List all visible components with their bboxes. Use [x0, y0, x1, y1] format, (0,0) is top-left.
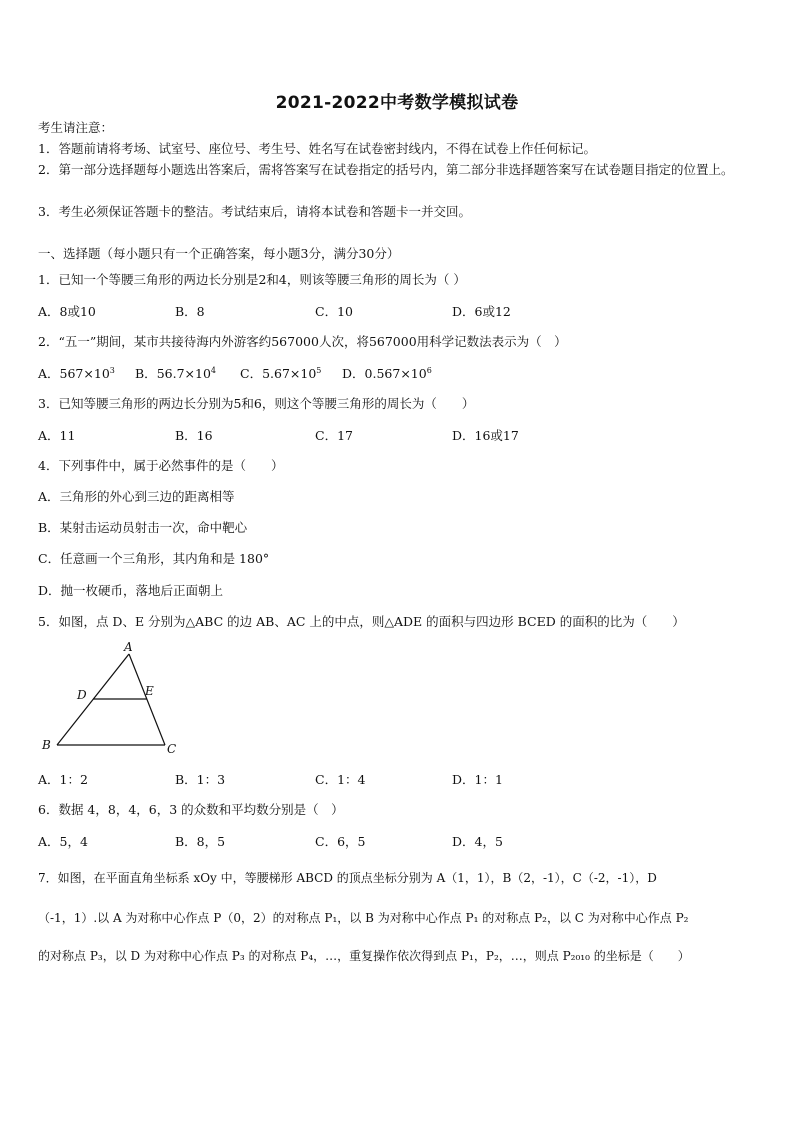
- question-3-option-b[interactable]: B．16: [175, 428, 213, 443]
- question-1-option-c[interactable]: C．10: [315, 304, 353, 319]
- question-1-option-b[interactable]: B．8: [175, 304, 205, 319]
- option-base: 0.567×10: [364, 366, 427, 381]
- question-3-options: [38, 426, 760, 444]
- question-5-option-a[interactable]: A．1：2: [38, 772, 88, 787]
- question-5-option-b[interactable]: B．1：3: [175, 772, 226, 787]
- option-exponent: 5: [316, 366, 322, 375]
- question-7-line-2: （-1，1）.以 A 为对称中心作点 P（0，2）的对称点 P₁，以 B 为对称中心作点 P₁ 的对称点 P₂，以 C 为对称中心作点 P₂: [38, 911, 689, 925]
- question-1-stem: 1．已知一个等腰三角形的两边长分别是2和4，则该等腰三角形的周长为（ ）: [38, 272, 466, 287]
- page-title: 2021-2022中考数学模拟试卷: [275, 93, 519, 113]
- question-1-options: [38, 302, 760, 320]
- option-label: C．: [240, 366, 263, 381]
- question-2-options: [38, 364, 760, 382]
- question-6-option-d[interactable]: D．4，5: [452, 834, 503, 849]
- question-3-option-a[interactable]: A．11: [38, 428, 76, 443]
- question-2-option-c[interactable]: [240, 364, 321, 382]
- question-3-stem: 3．已知等腰三角形的两边长分别为5和6，则这个等腰三角形的周长为（ ）: [38, 396, 475, 411]
- question-1-option-a[interactable]: A．8或10: [38, 304, 96, 319]
- question-5-option-d[interactable]: D．1：1: [452, 772, 503, 787]
- question-4-option-a[interactable]: A．三角形的外心到三边的距离相等: [38, 489, 235, 504]
- question-6-option-b[interactable]: B．8，5: [175, 834, 226, 849]
- question-2-option-b[interactable]: [135, 364, 216, 382]
- option-base: 5.67×10: [262, 366, 317, 381]
- question-5-stem: 5．如图，点 D、E 分别为△ABC 的边 AB、AC 上的中点，则△ADE 的面积与四边形 BCED 的面积的比为（ ）: [38, 614, 685, 629]
- question-5-option-c[interactable]: C．1：4: [315, 772, 366, 787]
- question-3-option-d[interactable]: D．16或17: [452, 428, 519, 443]
- notice-item-3: 3．考生必须保证答题卡的整洁。考试结束后，请将本试卷和答题卡一并交回。: [38, 204, 471, 219]
- question-2-option-d[interactable]: [342, 364, 432, 382]
- notice-item-1: 1．答题前请将考场、试室号、座位号、考生号、姓名写在试卷密封线内，不得在试卷上作任何标记。: [38, 141, 596, 156]
- section-heading: 一、选择题（每小题只有一个正确答案，每小题3分，满分30分）: [38, 246, 400, 261]
- question-6-option-c[interactable]: C．6，5: [315, 834, 366, 849]
- vertex-label-b: B: [42, 738, 51, 752]
- option-label: B．: [135, 366, 157, 381]
- question-7-line-1: 7．如图，在平面直角坐标系 xOy 中，等腰梯形 ABCD 的顶点坐标分别为 A（1，1），B（2，-1），C（-2，-1），D: [38, 871, 657, 885]
- vertex-label-c: C: [167, 742, 177, 756]
- option-base: 567×10: [59, 366, 110, 381]
- option-exponent: 6: [426, 366, 432, 375]
- option-label: A．: [38, 366, 60, 381]
- vertex-label-a: A: [124, 640, 133, 654]
- question-2-stem: 2．“五一”期间，某市共接待海内外游客约567000人次，将567000用科学记数法表示为（ ）: [38, 334, 567, 349]
- question-1-option-d[interactable]: D．6或12: [452, 304, 511, 319]
- triangle-figure: [38, 638, 188, 758]
- vertex-label-e: E: [145, 684, 154, 698]
- vertex-label-d: D: [77, 688, 87, 702]
- option-base: 56.7×10: [156, 366, 211, 381]
- option-exponent: 4: [210, 366, 216, 375]
- notice-heading: 考生请注意：: [38, 120, 114, 135]
- question-2-option-a[interactable]: [38, 364, 115, 382]
- question-5-options: [38, 770, 760, 788]
- question-6-options: [38, 832, 760, 850]
- question-7-line-3: 的对称点 P₃，以 D 为对称中心作点 P₃ 的对称点 P₄，…，重复操作依次得到点 P₁，P₂，…，则点 P₂₀₁₀ 的坐标是（ ）: [38, 949, 690, 963]
- question-3-option-c[interactable]: C．17: [315, 428, 353, 443]
- question-6-option-a[interactable]: A．5，4: [38, 834, 88, 849]
- question-4-option-b[interactable]: B．某射击运动员射击一次，命中靶心: [38, 520, 248, 535]
- question-4-option-c[interactable]: C．任意画一个三角形，其内角和是 180°: [38, 551, 270, 566]
- question-4-option-d[interactable]: D．抛一枚硬币，落地后正面朝上: [38, 583, 224, 598]
- option-exponent: 3: [109, 366, 115, 375]
- notice-item-2: 2．第一部分选择题每小题选出答案后，需将答案写在试卷指定的括号内，第二部分非选择题答案写在试卷题目指定的位置上。: [38, 162, 734, 177]
- question-6-stem: 6．数据 4，8，4，6，3 的众数和平均数分别是（ ）: [38, 802, 344, 817]
- question-4-stem: 4．下列事件中，属于必然事件的是（ ）: [38, 458, 284, 473]
- option-label: D．: [342, 366, 365, 381]
